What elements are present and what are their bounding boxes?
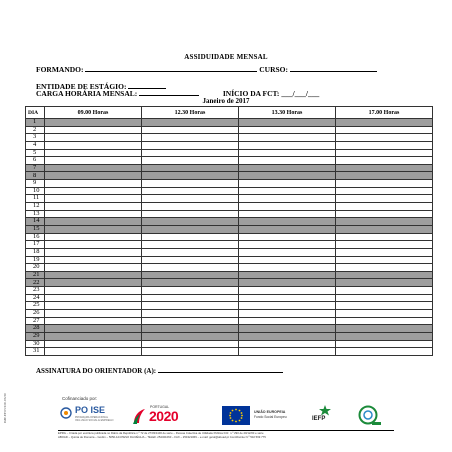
eu-text <box>254 410 294 419</box>
table-row <box>26 325 433 333</box>
attendance-body <box>26 119 433 356</box>
time-cell[interactable] <box>142 157 239 165</box>
time-cell[interactable] <box>239 310 336 318</box>
time-cell[interactable] <box>239 294 336 302</box>
table-row <box>26 332 433 340</box>
time-cell[interactable] <box>336 271 433 279</box>
time-cell[interactable] <box>336 141 433 149</box>
day-number: 28 <box>26 325 45 333</box>
signature-line <box>36 366 283 375</box>
time-cell[interactable] <box>45 187 142 195</box>
portugal-2020-logo <box>132 404 202 428</box>
time-cell[interactable] <box>239 149 336 157</box>
time-cell[interactable] <box>336 340 433 348</box>
day-number: 3 <box>26 134 45 142</box>
time-cell[interactable] <box>45 203 142 211</box>
time-cell[interactable] <box>336 164 433 172</box>
table-row <box>26 302 433 310</box>
time-cell[interactable] <box>239 187 336 195</box>
curso-field[interactable] <box>290 65 377 72</box>
time-cell[interactable] <box>336 180 433 188</box>
curso-label: CURSO: <box>259 65 289 74</box>
iefp-name: IEFP <box>312 416 326 422</box>
time-cell[interactable] <box>336 218 433 226</box>
time-cell[interactable] <box>142 195 239 203</box>
time-cell[interactable] <box>336 241 433 249</box>
table-header-row <box>26 107 433 119</box>
time-cell[interactable] <box>239 271 336 279</box>
time-cell[interactable] <box>142 233 239 241</box>
entidade-field[interactable] <box>128 82 166 89</box>
day-number: 29 <box>26 332 45 340</box>
day-number: 4 <box>26 141 45 149</box>
time-cell[interactable] <box>336 302 433 310</box>
page-title: ASSIDUIDADE MENSAL <box>184 53 268 61</box>
table-row <box>26 210 433 218</box>
eu-name: UNIÃO EUROPEIA <box>254 410 286 414</box>
day-number: 20 <box>26 264 45 272</box>
table-row <box>26 195 433 203</box>
time-cell[interactable] <box>336 233 433 241</box>
time-cell[interactable] <box>239 241 336 249</box>
time-cell[interactable] <box>336 225 433 233</box>
circular-emblem-icon <box>356 405 382 427</box>
day-number: 26 <box>26 310 45 318</box>
table-row <box>26 317 433 325</box>
table-row <box>26 264 433 272</box>
time-cell[interactable] <box>45 287 142 295</box>
table-row <box>26 172 433 180</box>
time-cell[interactable] <box>336 210 433 218</box>
table-row <box>26 241 433 249</box>
carga-label: CARGA HORÁRIA MENSAL: <box>36 89 138 98</box>
time-cell[interactable] <box>142 225 239 233</box>
formando-field[interactable] <box>85 65 257 72</box>
time-cell[interactable] <box>142 317 239 325</box>
time-cell[interactable] <box>239 134 336 142</box>
time-cell[interactable] <box>45 172 142 180</box>
table-row <box>26 310 433 318</box>
time-cell[interactable] <box>239 340 336 348</box>
time-cell[interactable] <box>142 172 239 180</box>
time-cell[interactable] <box>45 149 142 157</box>
time-cell[interactable] <box>336 317 433 325</box>
time-cell[interactable] <box>142 248 239 256</box>
table-row <box>26 233 433 241</box>
time-cell[interactable] <box>45 294 142 302</box>
table-row <box>26 180 433 188</box>
time-cell[interactable] <box>142 294 239 302</box>
day-column-header: DIA <box>26 107 45 119</box>
document-code: IMP.EF.65/100.06/30 <box>3 393 7 423</box>
time-cell[interactable] <box>45 302 142 310</box>
time-cell[interactable] <box>45 271 142 279</box>
time-cell[interactable] <box>142 271 239 279</box>
time-cell[interactable] <box>142 180 239 188</box>
footer-legal-line: EPRG – Criada por escritura publicada no Diário da República n.º 72 de 27/03/1100 de série – Pessoa Colectiva de Utilidade Pública D.R. n.º 290 de 20/12/00 e série <box>58 431 264 435</box>
day-number: 9 <box>26 180 45 188</box>
day-number: 12 <box>26 203 45 211</box>
time-cell[interactable] <box>45 134 142 142</box>
day-number: 24 <box>26 294 45 302</box>
time-cell[interactable] <box>336 187 433 195</box>
day-number: 19 <box>26 256 45 264</box>
table-row <box>26 134 433 142</box>
time-cell[interactable] <box>45 248 142 256</box>
column-header-1230: 12.30 Horas <box>142 107 239 119</box>
formando-line <box>36 65 377 74</box>
column-header-1700: 17.00 Horas <box>336 107 433 119</box>
time-cell[interactable] <box>142 287 239 295</box>
time-cell[interactable] <box>239 256 336 264</box>
time-cell[interactable] <box>142 332 239 340</box>
day-number: 7 <box>26 164 45 172</box>
time-cell[interactable] <box>336 332 433 340</box>
day-number: 11 <box>26 195 45 203</box>
time-cell[interactable] <box>142 119 239 127</box>
time-cell[interactable] <box>45 264 142 272</box>
day-number: 17 <box>26 241 45 249</box>
time-cell[interactable] <box>45 317 142 325</box>
signature-field[interactable] <box>158 366 283 373</box>
table-row <box>26 225 433 233</box>
time-cell[interactable] <box>239 218 336 226</box>
time-cell[interactable] <box>239 164 336 172</box>
time-cell[interactable] <box>45 157 142 165</box>
time-cell[interactable] <box>239 195 336 203</box>
attendance-table <box>25 106 433 356</box>
table-row <box>26 187 433 195</box>
time-cell[interactable] <box>142 310 239 318</box>
time-cell[interactable] <box>336 157 433 165</box>
time-cell[interactable] <box>239 225 336 233</box>
day-number: 2 <box>26 126 45 134</box>
time-cell[interactable] <box>336 256 433 264</box>
time-cell[interactable] <box>336 348 433 356</box>
time-cell[interactable] <box>336 126 433 134</box>
time-cell[interactable] <box>239 180 336 188</box>
table-row <box>26 141 433 149</box>
eu-flag-icon <box>222 406 250 425</box>
table-row <box>26 157 433 165</box>
time-cell[interactable] <box>142 126 239 134</box>
time-cell[interactable] <box>336 310 433 318</box>
time-cell[interactable] <box>239 348 336 356</box>
time-cell[interactable] <box>142 134 239 142</box>
time-cell[interactable] <box>45 195 142 203</box>
day-number: 21 <box>26 271 45 279</box>
time-cell[interactable] <box>45 119 142 127</box>
time-cell[interactable] <box>45 233 142 241</box>
time-cell[interactable] <box>142 218 239 226</box>
time-cell[interactable] <box>45 126 142 134</box>
time-cell[interactable] <box>336 195 433 203</box>
time-cell[interactable] <box>45 164 142 172</box>
day-number: 10 <box>26 187 45 195</box>
carga-field[interactable] <box>139 89 199 96</box>
time-cell[interactable] <box>45 332 142 340</box>
table-row <box>26 348 433 356</box>
time-cell[interactable] <box>239 325 336 333</box>
time-cell[interactable] <box>45 256 142 264</box>
time-cell[interactable] <box>336 172 433 180</box>
time-cell[interactable] <box>45 241 142 249</box>
poise-subtitle: PROGRAMA OPERACIONAL INCLUSÃO SOCIAL E EMPREGO <box>75 416 114 422</box>
time-cell[interactable] <box>336 149 433 157</box>
time-cell[interactable] <box>45 348 142 356</box>
time-cell[interactable] <box>45 279 142 287</box>
time-cell[interactable] <box>336 264 433 272</box>
table-row <box>26 149 433 157</box>
footer-address-line: ABOAD – Quinta de Romeira – Godim – 5050-124 PESO DA RÉGUA – TELEF. 254321060 – FAX – 254321069 – e-mail: geral@aboad.pt Contribuinte N.º 502 569 775 <box>58 435 266 439</box>
time-cell[interactable] <box>142 149 239 157</box>
day-number: 23 <box>26 287 45 295</box>
iefp-logo <box>312 404 348 428</box>
time-cell[interactable] <box>239 279 336 287</box>
portugal-label: PORTUGAL <box>150 405 170 409</box>
time-cell[interactable] <box>142 164 239 172</box>
time-cell[interactable] <box>142 279 239 287</box>
time-cell[interactable] <box>45 141 142 149</box>
time-cell[interactable] <box>142 187 239 195</box>
day-number: 22 <box>26 279 45 287</box>
time-cell[interactable] <box>239 203 336 211</box>
time-cell[interactable] <box>336 294 433 302</box>
table-row <box>26 294 433 302</box>
time-cell[interactable] <box>239 332 336 340</box>
time-cell[interactable] <box>239 317 336 325</box>
time-cell[interactable] <box>142 325 239 333</box>
cofinanced-label: Cofinanciado por: <box>62 396 98 401</box>
table-row <box>26 287 433 295</box>
table-row <box>26 203 433 211</box>
table-row <box>26 340 433 348</box>
column-header-1330: 13.30 Horas <box>239 107 336 119</box>
time-cell[interactable] <box>239 233 336 241</box>
column-header-0900: 09.00 Horas <box>45 107 142 119</box>
time-cell[interactable] <box>239 248 336 256</box>
sponsor-logos <box>60 404 390 430</box>
day-number: 16 <box>26 233 45 241</box>
time-cell[interactable] <box>336 279 433 287</box>
time-cell[interactable] <box>239 157 336 165</box>
day-number: 8 <box>26 172 45 180</box>
time-cell[interactable] <box>239 126 336 134</box>
month-label: Janeiro de 2017 <box>202 97 250 105</box>
day-number: 25 <box>26 302 45 310</box>
table-row <box>26 271 433 279</box>
table-row <box>26 164 433 172</box>
time-cell[interactable] <box>336 325 433 333</box>
portugal-2020-text: 2020 <box>149 408 179 424</box>
poise-name: PO ISE <box>75 405 106 415</box>
poise-mark-icon <box>60 407 72 419</box>
time-cell[interactable] <box>142 203 239 211</box>
time-cell[interactable] <box>45 210 142 218</box>
table-row <box>26 218 433 226</box>
time-cell[interactable] <box>45 340 142 348</box>
time-cell[interactable] <box>142 210 239 218</box>
time-cell[interactable] <box>142 302 239 310</box>
time-cell[interactable] <box>336 203 433 211</box>
time-cell[interactable] <box>45 325 142 333</box>
eu-fund: Fundo Social Europeu <box>254 414 287 419</box>
time-cell[interactable] <box>239 302 336 310</box>
time-cell[interactable] <box>45 180 142 188</box>
table-row <box>26 119 433 127</box>
time-cell[interactable] <box>45 225 142 233</box>
table-row <box>26 279 433 287</box>
day-number: 30 <box>26 340 45 348</box>
time-cell[interactable] <box>239 172 336 180</box>
day-number: 18 <box>26 248 45 256</box>
day-number: 5 <box>26 149 45 157</box>
entidade-label: ENTIDADE DE ESTÁGIO: <box>36 82 127 91</box>
day-number: 31 <box>26 348 45 356</box>
time-cell[interactable] <box>142 241 239 249</box>
formando-label: FORMANDO: <box>36 65 84 74</box>
signature-label: ASSINATURA DO ORIENTADOR (A): <box>36 367 157 375</box>
poise-logo <box>60 404 118 428</box>
inicio-label: INÍCIO DA FCT: <box>222 89 280 98</box>
day-number: 6 <box>26 157 45 165</box>
time-cell[interactable] <box>336 119 433 127</box>
time-cell[interactable] <box>142 340 239 348</box>
time-cell[interactable] <box>45 310 142 318</box>
time-cell[interactable] <box>45 218 142 226</box>
iefp-figure-icon <box>318 404 332 416</box>
time-cell[interactable] <box>336 287 433 295</box>
time-cell[interactable] <box>142 348 239 356</box>
day-number: 13 <box>26 210 45 218</box>
time-cell[interactable] <box>142 264 239 272</box>
day-number: 27 <box>26 317 45 325</box>
table-row <box>26 126 433 134</box>
time-cell[interactable] <box>336 134 433 142</box>
time-cell[interactable] <box>239 210 336 218</box>
day-number: 1 <box>26 119 45 127</box>
time-cell[interactable] <box>336 248 433 256</box>
day-number: 14 <box>26 218 45 226</box>
inicio-field[interactable]: ___/___/___ <box>281 89 320 98</box>
time-cell[interactable] <box>239 119 336 127</box>
table-row <box>26 256 433 264</box>
time-cell[interactable] <box>239 141 336 149</box>
portugal-swoosh-icon <box>132 407 146 425</box>
time-cell[interactable] <box>142 141 239 149</box>
time-cell[interactable] <box>142 256 239 264</box>
time-cell[interactable] <box>239 264 336 272</box>
table-row <box>26 248 433 256</box>
day-number: 15 <box>26 225 45 233</box>
time-cell[interactable] <box>239 287 336 295</box>
